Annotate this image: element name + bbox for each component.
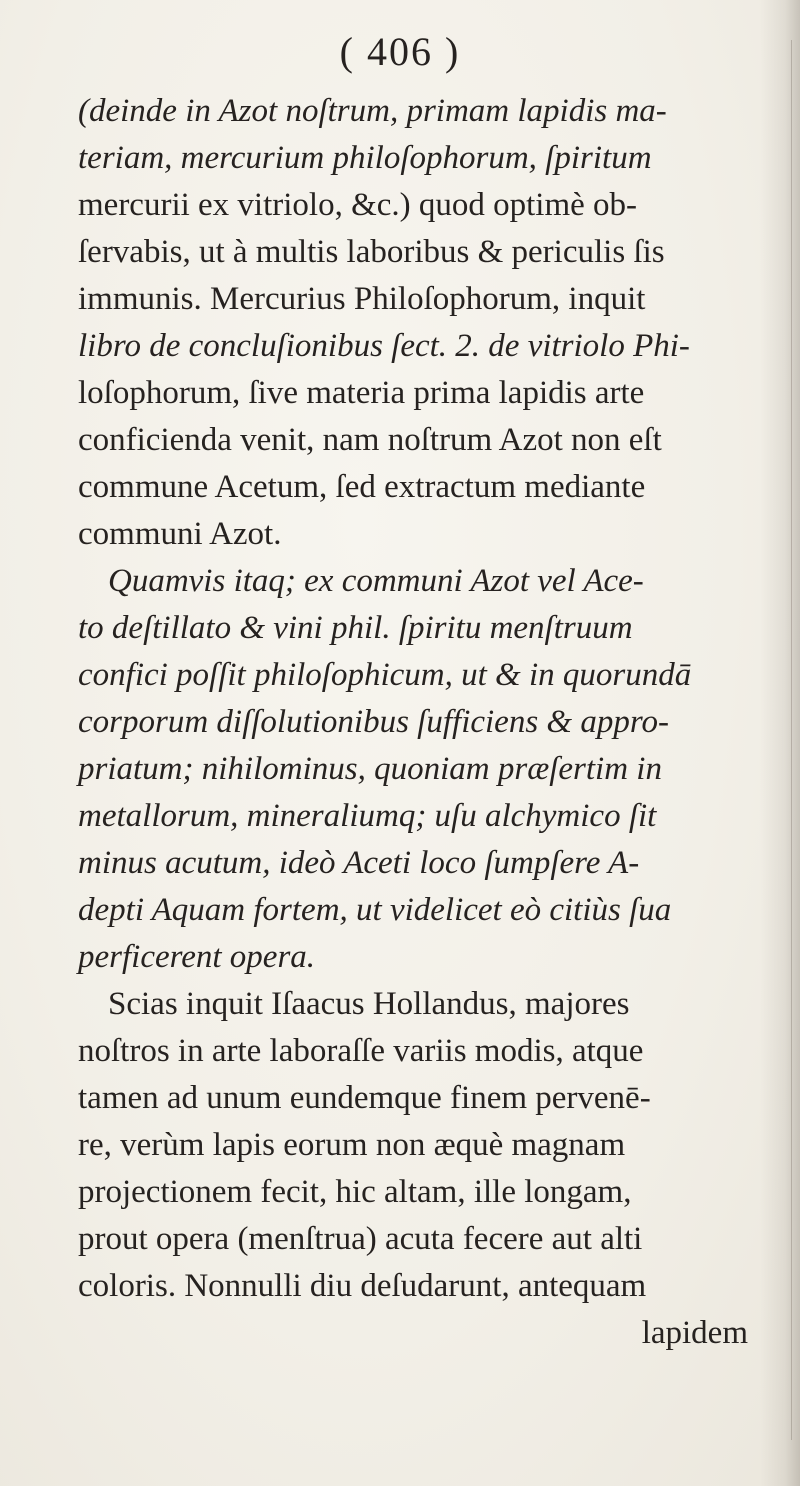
text-line: conficienda venit, nam noſtrum Azot non eſt (78, 422, 662, 458)
body-text (78, 88, 778, 1357)
text-line: projectionem fecit, hic altam, ille longam, (78, 1174, 632, 1210)
text-line: confici poſſit philoſophicum, ut & in quorundā (78, 657, 692, 693)
text-line: communi Azot. (78, 516, 282, 552)
text-line: teriam, mercurium philoſophorum, ſpiritum (78, 140, 652, 176)
text-line: loſophorum, ſive materia prima lapidis arte (78, 375, 645, 411)
text-line: (deinde in Azot noſtrum, primam lapidis ma- (78, 93, 667, 129)
catchword: lapidem (641, 1315, 748, 1351)
text-line: ſervabis, ut à multis laboribus & periculis ſis (78, 234, 665, 270)
text-line: corporum diſſolutionibus ſufficiens & appro- (78, 704, 669, 740)
text-line: immunis. Mercurius Philoſophorum, inquit (78, 281, 646, 317)
page-number: ( 406 ) (339, 29, 461, 74)
text-line: mercurii ex vitriolo, &c.) quod optimè ob- (78, 187, 638, 223)
text-line: re, verùm lapis eorum non æquè magnam (78, 1127, 626, 1163)
text-line: Scias inquit Iſaacus Hollandus, majores (108, 986, 630, 1022)
text-line: prout opera (menſtrua) acuta fecere aut alti (78, 1221, 643, 1257)
text-line: libro de concluſionibus ſect. 2. de vitriolo Phi- (78, 328, 690, 364)
text-line: perficerent opera. (78, 939, 316, 975)
text-line: tamen ad unum eundemque finem pervenē- (78, 1080, 651, 1116)
text-line: metallorum, mineraliumq; uſu alchymico ſit (78, 798, 657, 834)
text-line: coloris. Nonnulli diu deſudarunt, antequam (78, 1268, 647, 1304)
text-line: priatum; nihilominus, quoniam præſertim in (78, 751, 662, 787)
text-line: to deſtillato & vini phil. ſpiritu menſtruum (78, 610, 633, 646)
text-line: depti Aquam fortem, ut videlicet eò citiùs ſua (78, 892, 672, 928)
text-line: minus acutum, ideò Aceti loco ſumpſere A- (78, 845, 640, 881)
text-line: noſtros in arte laboraſſe variis modis, atque (78, 1033, 644, 1069)
page-edge-shadow (791, 40, 792, 1440)
text-line: Quamvis itaq; ex communi Azot vel Ace- (108, 563, 644, 599)
text-line: commune Acetum, ſed extractum mediante (78, 469, 646, 505)
